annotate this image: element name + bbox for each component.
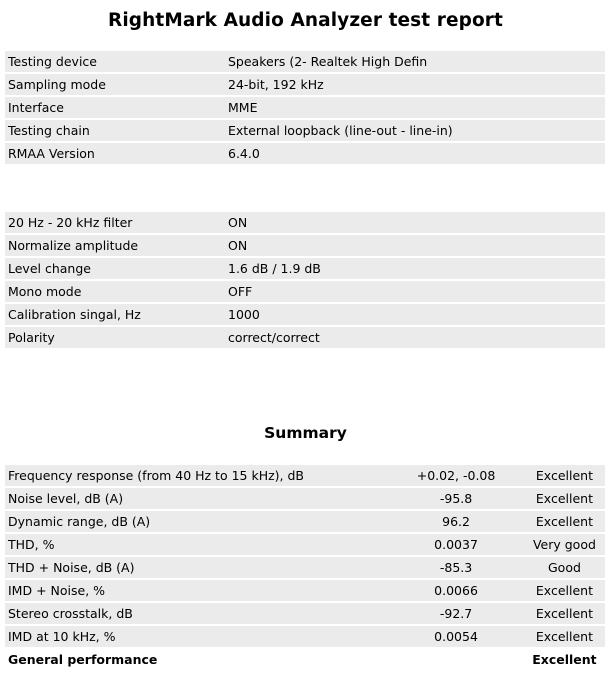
table-row bbox=[5, 327, 605, 350]
row-value: Speakers (2- Realtek High Defin bbox=[225, 51, 605, 74]
param-label: Frequency response (from 40 Hz to 15 kHz), dB bbox=[5, 465, 396, 488]
param-value: -95.8 bbox=[396, 488, 524, 511]
row-label: Level change bbox=[5, 258, 225, 281]
row-label: 20 Hz - 20 kHz filter bbox=[5, 212, 225, 235]
param-grade: Excellent bbox=[524, 511, 605, 534]
param-grade: Excellent bbox=[524, 488, 605, 511]
param-value: -92.7 bbox=[396, 603, 524, 626]
param-grade: Excellent bbox=[524, 626, 605, 649]
row-value: 1000 bbox=[225, 304, 605, 327]
report-title: RightMark Audio Analyzer test report bbox=[108, 10, 503, 31]
param-grade: Excellent bbox=[524, 603, 605, 626]
table-row bbox=[5, 534, 605, 557]
param-label: THD, % bbox=[5, 534, 396, 557]
param-value: 0.0066 bbox=[396, 580, 524, 603]
param-label: IMD at 10 kHz, % bbox=[5, 626, 396, 649]
general-performance-value bbox=[396, 649, 524, 672]
row-value: 24-bit, 192 kHz bbox=[225, 74, 605, 97]
param-label: IMD + Noise, % bbox=[5, 580, 396, 603]
row-value: ON bbox=[225, 235, 605, 258]
table-row bbox=[5, 143, 605, 166]
param-value: -85.3 bbox=[396, 557, 524, 580]
general-performance-grade: Excellent bbox=[524, 649, 605, 672]
table-row bbox=[5, 97, 605, 120]
row-value: MME bbox=[225, 97, 605, 120]
row-label: Sampling mode bbox=[5, 74, 225, 97]
row-value: 6.4.0 bbox=[225, 143, 605, 166]
param-value: 0.0054 bbox=[396, 626, 524, 649]
row-value: OFF bbox=[225, 281, 605, 304]
row-label: Polarity bbox=[5, 327, 225, 350]
param-grade: Excellent bbox=[524, 465, 605, 488]
table-row bbox=[5, 281, 605, 304]
table-row bbox=[5, 212, 605, 235]
row-value: External loopback (line-out - line-in) bbox=[225, 120, 605, 143]
general-performance-row bbox=[5, 649, 605, 672]
param-value: 96.2 bbox=[396, 511, 524, 534]
table-row bbox=[5, 488, 605, 511]
summary-table bbox=[5, 465, 605, 672]
summary-title: Summary bbox=[264, 424, 347, 442]
device-info-table bbox=[5, 51, 605, 166]
param-label: Stereo crosstalk, dB bbox=[5, 603, 396, 626]
row-label: Calibration singal, Hz bbox=[5, 304, 225, 327]
row-label: Testing chain bbox=[5, 120, 225, 143]
row-label: RMAA Version bbox=[5, 143, 225, 166]
row-label: Interface bbox=[5, 97, 225, 120]
row-value: ON bbox=[225, 212, 605, 235]
settings-table bbox=[5, 212, 605, 350]
general-performance-label: General performance bbox=[5, 649, 396, 672]
table-row bbox=[5, 51, 605, 74]
param-grade: Good bbox=[524, 557, 605, 580]
table-row bbox=[5, 580, 605, 603]
table-row bbox=[5, 74, 605, 97]
table-row bbox=[5, 120, 605, 143]
table-row bbox=[5, 258, 605, 281]
row-label: Normalize amplitude bbox=[5, 235, 225, 258]
table-row bbox=[5, 235, 605, 258]
param-label: THD + Noise, dB (A) bbox=[5, 557, 396, 580]
table-row bbox=[5, 603, 605, 626]
row-label: Mono mode bbox=[5, 281, 225, 304]
row-value: 1.6 dB / 1.9 dB bbox=[225, 258, 605, 281]
row-label: Testing device bbox=[5, 51, 225, 74]
param-label: Noise level, dB (A) bbox=[5, 488, 396, 511]
param-grade: Excellent bbox=[524, 580, 605, 603]
param-value: 0.0037 bbox=[396, 534, 524, 557]
table-row bbox=[5, 626, 605, 649]
param-label: Dynamic range, dB (A) bbox=[5, 511, 396, 534]
table-row bbox=[5, 304, 605, 327]
table-row bbox=[5, 511, 605, 534]
param-grade: Very good bbox=[524, 534, 605, 557]
table-row bbox=[5, 557, 605, 580]
table-row bbox=[5, 465, 605, 488]
row-value: correct/correct bbox=[225, 327, 605, 350]
param-value: +0.02, -0.08 bbox=[396, 465, 524, 488]
